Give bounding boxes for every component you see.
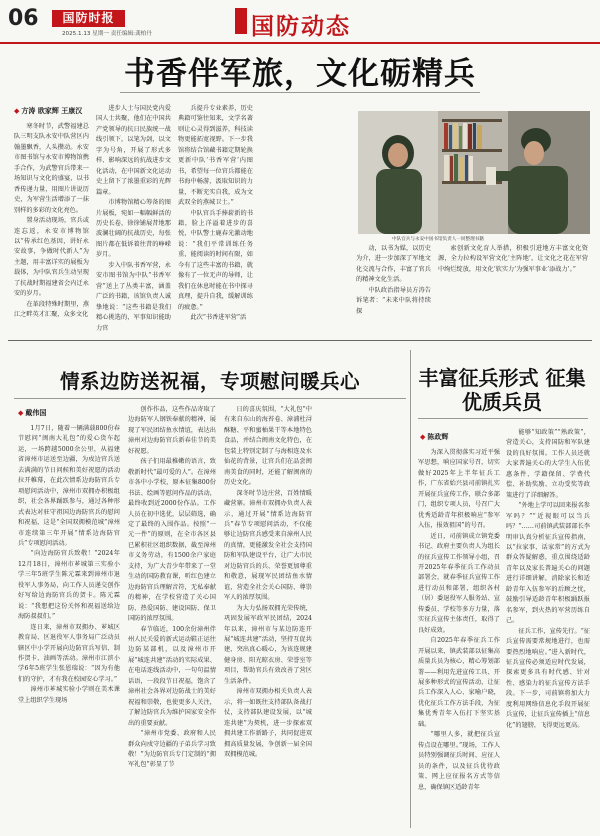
- section-marker: [235, 8, 247, 34]
- byline-text: 方涛 欧家辉 王康汉: [21, 107, 83, 115]
- paragraph: 进步人士与国民党内爱国人士共聚，他们在中国共产党领导的抗日民族统一战线引领下，以笔为剑，以文字为号角，开展了形式多样、影响深远的抗战进步文化活动，在中国新文化运动史上留下了浓墨重彩的光辉篇章。: [96, 105, 171, 196]
- byline-triangle-icon: ◆: [420, 433, 426, 441]
- article3-column-1: [418, 448, 500, 828]
- paragraph: 步入中队书香军营，永安市图书馆为中队“书香军营”送上了丛类丰富，涵盖广泛的书籍，该馆负责人诚挚地说：“这些书籍是我们精心挑选的，军事知识能助力官: [96, 261, 171, 332]
- paragraph: 孩子们用最稚嫩的语言，致敬新时代“最可爱的人”。在漳州市各中小学校，原本征集800份书法、绘画等慰问作品的活动，最终收到近2000份作品。工作人员在初中选优，层层筛选，确定了最终的入围作品。按照“一元一件”的原则，在全市各区县已累积社区组织数据，截至漳州市义务劳动，有1500余户家庭支持，为广大青少年带来了一堂生动的国防教育课，听红色建立边海防官兵理解音符，无私奉献的精神，在学校营造了关心国防、热爱国防、建设国防、保卫国防的浓厚氛围。: [128, 458, 216, 623]
- paragraph: 漳州市双拥办相关负责人表示，将一如既往支持部队备战打仗，支持部队建设发展，以“城连共建”为契机，进一步探索双拥共建工作新路子，共同促进双拥高质量发展，争创新一届全国双拥模范城。: [224, 688, 312, 758]
- paragraph: 日的喜庆氛围，“大礼包”中有来自东山的海苔卷、漳浦杜浔酥糖、平和蜜柚果干等本地特色食品，并结合闽南文化特色，在包装上特别定制了与海相连及水仙花的背景，让官兵们在品尝闽南美食的同时，还能了解闽南的历史文化。: [224, 406, 312, 487]
- article1-title: 书香伴军旅，文化砺精兵: [124, 56, 476, 92]
- paragraph: 市博物馆精心筹备的图片展板，宛如一幅幅鲜活的历史长卷，徐徐铺展昔地那波澜壮阔的抗战历史，每张图片都在低诉着往昔的峥嵘岁月。: [96, 199, 171, 259]
- byline-triangle-icon: ◆: [18, 409, 24, 417]
- photo-caption: 中队官兵与永安中国书馆负责人一同整理书籍: [392, 237, 484, 242]
- byline-text: 陈政辉: [427, 433, 449, 441]
- paragraph: 中队政治指导员方涛告诉笔者：“未来中队将持续探: [356, 286, 431, 315]
- section-divider: [8, 340, 592, 341]
- article1-column-2: [96, 104, 171, 336]
- page-number: 06: [8, 6, 39, 31]
- paragraph: 能够“知政策”“熟政策”，营造关心，支持国防和军队建设的良好氛围。工作人员还就大家普遍关心的大学生入伍优惠条件、学籍保留、学费代偿、补助奖励、立功受奖等政策进行了详细解答。: [506, 429, 590, 499]
- article2-column-2: [128, 405, 216, 828]
- paragraph: 索创新文化育人举措，积极引进地方丰富文化资源，全力拉构设军营文化‘主阵地’，让文化之花在军营中绚烂绽放，用文化‘软实力’为强军事业‘添战力’。”: [438, 245, 588, 273]
- article1-column-1: [14, 122, 89, 336]
- paragraph: 深冬时节边庄营，百姓情暖藏营寨。漳州市双拥办负责人表示，通过开展“情系边海防官兵”春节专项慰问活动，不仅能够让边防官兵感受来自漳州人民的真情，更能激发全社会支持国防和军队建设平台，让广大市民对边防官兵的兵、荣誉更加尊重和敬意，展现军民团结鱼水情谊，营造全社会关心国防、尊崇军人的浓厚氛围。: [224, 489, 312, 602]
- article2-column-4: [318, 405, 406, 828]
- article3-title-rule: [418, 418, 588, 419]
- article1-title-rule: [120, 92, 480, 93]
- paragraph: “哪里人多，就把征兵宣传点设在哪里。”现场，工作人员特别强调征兵时间、应征人员的条件，以及征兵优待政策、网上应征报名方式等信息，确保镇区适龄青年: [418, 731, 500, 791]
- paragraph: 兵提升专业素养，历史典籍可鉴往知来，文学名著则让心灵得到滋养，科技读物更能拓宽视野。下一步我馆将结合馆藏书籍定期轮换更新中队‘书香军营’内图书，希望每一位官兵都能在书海中畅游，汲取知识的力量，不断充实自我，成为文武双全的燕城卫士。”: [178, 105, 253, 207]
- paragraph: 此次“书香进军营”活: [190, 314, 247, 322]
- paragraph: “向边海防官兵致敬！”2024年12月18日，漳州市芗城第三实验小学三年5班学生陈元霖来到漳州市退役军人事务局，向工作人员递交创作好写给边海防官兵的贺卡。陈元霖说：“我想把这份关怀和祝福送给边海防叔叔们。”: [18, 550, 120, 621]
- paragraph: 连日来，漳州市双拥办、芗城区教育局、区退役军人事务局广泛动员辖区中小学开展向边防官兵写信、制作贺卡、油画等活动。漳州市江滨小学6年5班学生张恩瑞说：“因为有他们的守护，才有我在校园安心学习。”: [18, 623, 120, 683]
- paragraph: 近日，司前镇成立镇党委书记、政府主要负责人为组长的征兵宣传工作领导小组，召开2025年春季征兵工作动员部署会，就春季征兵宣传工作进行动员和部署，组织各村（居）委退役军人服务站、宣传委员、学校等多方力量，落实征兵宣传主体责任，取得了良好成效。: [418, 532, 500, 634]
- paragraph: 征兵工作，宣传先行。“征兵宣传需要常规地进行，也需要热烈地响应。”进入新时代，征兵宣传必须适应时代发展，探索更多具有时代感、针对性、感染力的征兵宣传方法手段。下一步，司前镇将加大力度利用网络信息化手段开展征兵宣传，让征兵宣传插上“信息化”的翅膀，飞得更远更高。: [506, 627, 590, 729]
- paragraph: 动，以书为媒，以历史为介，进一步加深了军地文化交流与合作，丰富了官兵的精神文化生活。: [356, 245, 431, 284]
- article2-byline: [18, 408, 46, 418]
- date-line: 2025.1.13 星期一 责任编辑:龚柏丹: [62, 31, 152, 37]
- article1-column-5: [356, 244, 431, 336]
- article3-title: 丰富征兵形式 征集优质兵员: [418, 366, 586, 414]
- masthead-logo: 国防时报: [52, 10, 125, 27]
- paragraph: “漳州市党委、政府和人民群众向戍守边疆的子弟兵学习致敬！”为边防官兵专门定制的“拥军礼包”彰显了节: [128, 730, 216, 769]
- paragraph: 置身活动现场，官兵或连忘返，永安市博物馆以“传承红色基因，讲好永安故事，争做时代新人”为主题，用丰富详实的展板为载体，为中队官兵生动呈现了抗战时期福建省会内迁永安的岁月。: [14, 217, 89, 298]
- photo-illustration: [358, 111, 590, 234]
- paragraph: 春节临近，100余份漳州伴州人民关爱的新式运动鞋正运往边防某部机，以及漳州市开展“城连共建”活动的实际成果、在电话连线活动中，一句句温情话语，一段段节日祝福，饱含了漳州社会各界对边防战士的美好祝福和崇敬，也使更多人关注，了解边防官兵为维护国家安全作出的重要贡献。: [128, 625, 216, 727]
- article2-title-rule: [14, 398, 406, 399]
- article2-column-1: [18, 424, 120, 828]
- paragraph: 为深入贯彻落实习近平强军思想，响应国家号召，切实做好2025年上半年征兵工作，广东省始兴县司前镇扎实开展征兵宣传工作，联合多部门，组织专项人员，号召广大优秀适龄青年积极响应“参军入伍，报效祖国”的号召。: [418, 449, 500, 530]
- article1-column-4: [260, 104, 340, 336]
- header-rule: [0, 42, 600, 44]
- paragraph: 1月7日，随着一辆满载800份春节慰问“闽南大礼包”的爱心货车起运，一场跨越5000余公里，从福建省漳州市运送至边疆，为戍边官兵送去满满的节日问候和美好祝愿的活动拉开帷幕，在此次情系边海防官兵专项慰问活动中，漳州市双拥办积极组织，社会各界踊跃参与，通过各种形式表达对驻守祖国边海防官兵的慰问和祝福，这是“全国双拥模范城”漳州市连续第三年开展“情系边海防官兵”专项慰问活动。: [18, 425, 120, 547]
- paragraph: 自2025年春季征兵工作开展以来，镇武装部以征集高质量兵员为核心，精心筹划部署——利用先进宣传工具、开展多种形式的宣传活动，让征兵工作深入人心、家喻户晓，优化征兵工作方法手段，为征集优秀青年入伍打下坚实基础。: [418, 637, 500, 728]
- article1-column-6: [438, 244, 588, 336]
- article1-byline: [14, 106, 82, 116]
- article3-byline: [420, 432, 448, 442]
- byline-triangle-icon: ◆: [14, 107, 20, 115]
- article1-column-3: [178, 104, 253, 336]
- article3-column-2: [506, 428, 590, 828]
- article2-column-3: [224, 405, 312, 828]
- column-divider: [410, 350, 411, 828]
- article2-title: 情系边防送祝福，专项慰问暖兵心: [59, 370, 360, 393]
- article1-photo: [358, 111, 590, 234]
- paragraph: 为大力弘扬双拥光荣传统，巩固发展军政军民团结，2024年以来，漳州市与某边防连开展“城连共建”活动，坚持互促共建、突出真心暖心，为该连规建健身房、阳光晾衣房、荣誉室等项目，帮助官兵有效改善了营区生活条件。: [224, 604, 312, 685]
- paragraph: 中队官兵手捧崭新的书籍，脸上洋溢着进步的喜悦，中队警士鹿春光激动地说：“我们平常训练任务重，能阅读的时间有限，如今有了这些丰富的书籍，就像有了一位无声的导师，让我们在休息时能在书中探寻真理，提升自我，缓解训练的疲惫。”: [178, 209, 253, 311]
- paragraph: 创作作品，这些作品寄取了边海防军人钢铁奉献的精神，展现了军民团结鱼水情谊，表达出漳州对边海防官兵新春佳节的美好祝愿。: [128, 406, 216, 455]
- section-title: 国防动态: [251, 14, 351, 40]
- byline-text: 戴伟国: [25, 409, 47, 417]
- paragraph: 在革段特殊时期里，燕江之畔英才汇聚，众多文化: [14, 300, 89, 319]
- paragraph: 漳州市芗城实验小学则在美术课堂上组织学生现场: [18, 686, 120, 704]
- paragraph: “外地上学可以回来报名参军吗？”“近视眼可以当兵吗？”……司前镇武装部部长李明审认真分析征兵宣传指南，以“拉家事、话家常”的方式为群众答疑解惑，重点围绕适龄青年以及家长普遍关心的问题进行详细讲解，消除家长和适龄青年入伍参军的后顾之忧，鼓励引导适龄青年积极踊跃报名参军，到火热的军营历练自己。: [506, 502, 590, 625]
- paragraph: 寒冬时节，武警福建总队三明支队永安中队营区内翰墨飘香，人头攒动。永安市图书馆与永安市博物馆携手合作，为武警官兵带来一场知识与文化的盛宴，以书香传递力量，用图片讲说历史，为军营生活增添了一抹别样的多彩的文化亮色。: [14, 123, 89, 214]
